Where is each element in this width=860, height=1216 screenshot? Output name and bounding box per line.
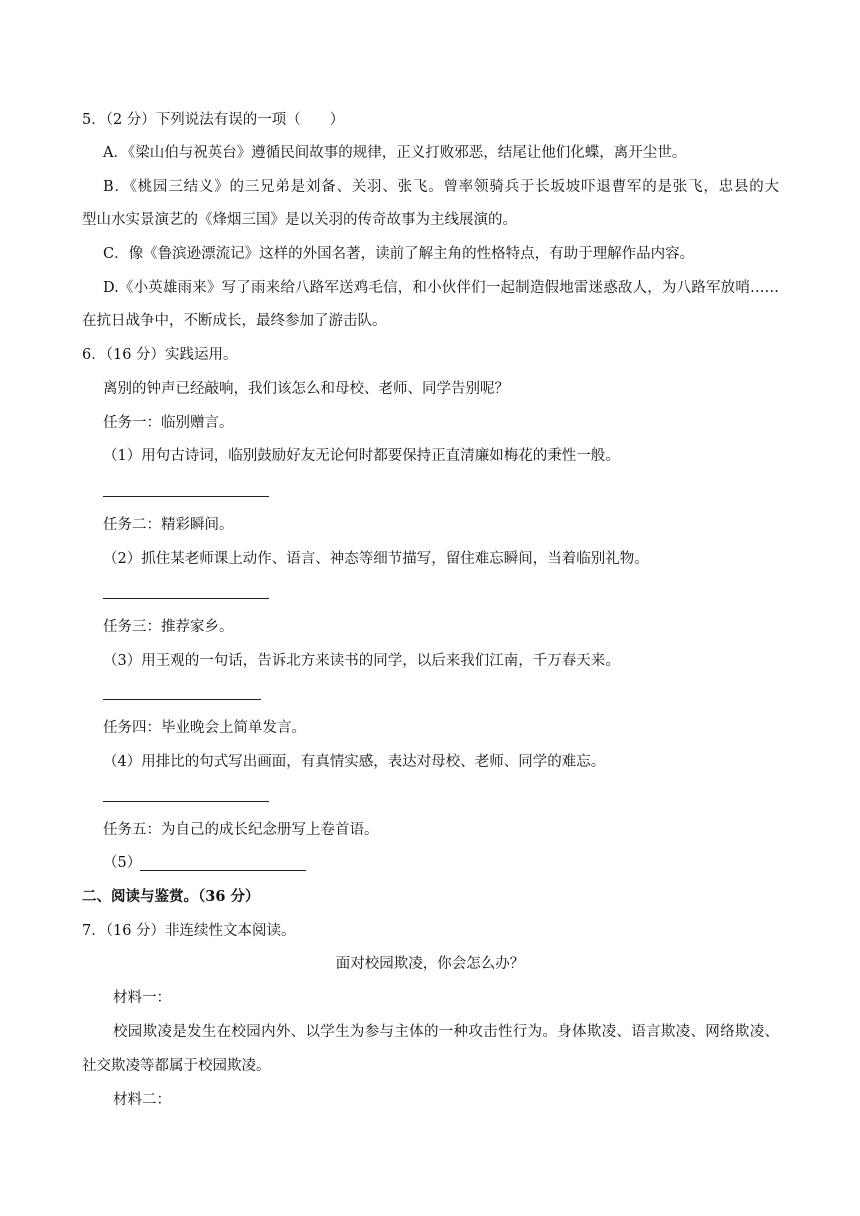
q6-answer-line-5[interactable] — [140, 870, 306, 871]
q6-task1: 任务一：临别赠言。 — [103, 415, 234, 431]
q6-task4: 任务四：毕业晚会上简单发言。 — [103, 720, 306, 736]
q6-item1: （1）用句古诗词，临别鼓励好友无论何时都要保持正直清廉如梅花的秉性一般。 — [103, 448, 620, 464]
q7-material1-line2: 社交欺凌等都属于校园欺凌。 — [82, 1058, 271, 1074]
q7-article-title: 面对校园欺凌，你会怎么办？ — [335, 956, 525, 972]
q6-intro: 离别的钟声已经敲响，我们该怎么和母校、老师、同学告别呢？ — [103, 381, 509, 397]
q6-item3: （3）用王观的一句话，告诉北方来读书的同学，以后来我们江南，千万春天来。 — [103, 653, 620, 669]
q5-option-b-line1: B．《桃园三结义》的三兄弟是刘备、关羽、张飞。曾率领骑兵于长坂坡吓退曹军的是张飞，忠县的大 — [103, 179, 779, 195]
q7-stem: 7．（16 分）非连续性文本阅读。 — [82, 923, 296, 939]
q6-item5-label: （5） — [103, 855, 142, 871]
q6-task3: 任务三：推荐家乡。 — [103, 619, 234, 635]
q6-item4: （4）用排比的句式写出画面，有真情实感，表达对母校、老师、同学的难忘。 — [103, 754, 606, 770]
q6-answer-line-2[interactable] — [103, 598, 269, 599]
q6-item2: （2）抓住某老师课上动作、语言、神态等细节描写，留住难忘瞬间，当着临别礼物。 — [103, 551, 649, 567]
q7-material2-label: 材料二： — [113, 1092, 171, 1108]
q5-option-a: A．《梁山伯与祝英台》遵循民间故事的规律，正义打败邪恶，结尾让他们化蝶，离开尘世。 — [103, 145, 687, 161]
q6-task5: 任务五：为自己的成长纪念册写上卷首语。 — [103, 822, 379, 838]
q5-option-d-line2: 在抗日战争中，不断成长，最终参加了游击队。 — [82, 313, 387, 329]
q6-answer-line-3[interactable] — [103, 699, 261, 700]
q5-option-d-line1: D.《小英雄雨来》写了雨来给八路军送鸡毛信，和小伙伴们一起制造假地雷迷惑敌人，为八路军放哨…… — [103, 280, 779, 296]
q5-stem: 5．（2 分）下列说法有误的一项（ ） — [82, 112, 345, 128]
q7-material1-label: 材料一： — [113, 990, 171, 1006]
q6-answer-line-4[interactable] — [103, 801, 269, 802]
q5-option-c: C．像《鲁滨逊漂流记》这样的外国名著，读前了解主角的性格特点，有助于理解作品内容。 — [103, 246, 695, 262]
q6-answer-line-1[interactable] — [103, 496, 269, 497]
q7-material1-line1: 校园欺凌是发生在校园内外、以学生为参与主体的一种攻击性行为。身体欺凌、语言欺凌、网络欺凌、 — [113, 1024, 779, 1040]
q6-task2: 任务二：精彩瞬间。 — [103, 517, 234, 533]
section-heading: 二、阅读与鉴赏。（36 分） — [82, 888, 260, 905]
q6-stem: 6．（16 分）实践运用。 — [82, 347, 238, 363]
q5-option-b-line2: 型山水实景演艺的《烽烟三国》是以关羽的传奇故事为主线展演的。 — [82, 212, 517, 228]
